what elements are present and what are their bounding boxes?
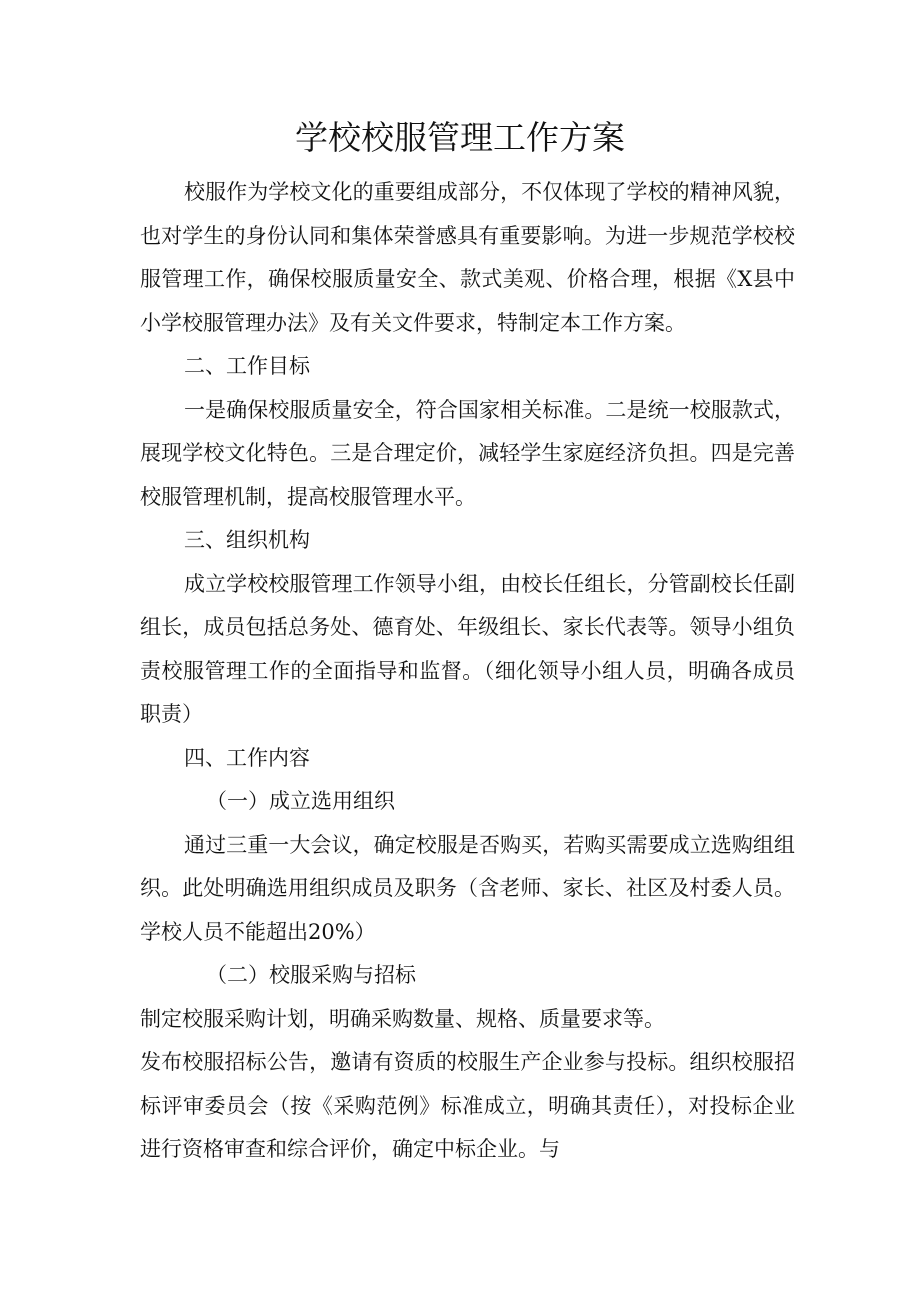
paragraph-procurement-plan: 制定校服采购计划，明确采购数量、规格、质量要求等。: [140, 1006, 665, 1031]
section-heading-organization: 三、组织机构: [184, 528, 310, 552]
paragraph-organization: 成立学校校服管理工作领导小组，由校长任组长，分管副校长任副组长，成员包括总务处、德育处、年级组长、家长代表等。领导小组负责校服管理工作的全面指导和监督。（细化领导小组人员，明确各成员职责）: [140, 571, 795, 726]
subsection-heading-procurement: （二）校服采购与招标: [206, 963, 416, 987]
paragraph-goals: 一是确保校服质量安全，符合国家相关标准。二是统一校服款式，展现学校文化特色。三是合理定价，减轻学生家庭经济负担。四是完善校服管理机制，提高校服管理水平。: [140, 397, 795, 509]
paragraph-selection: 通过三重一大会议，确定校服是否购买，若购买需要成立选购组组织。此处明确选用组织成员及职务（含老师、家长、社区及村委人员。学校人员不能超出20%）: [140, 832, 795, 944]
document-title: 学校校服管理工作方案: [295, 118, 625, 157]
paragraph-bidding: 发布校服招标公告，邀请有资质的校服生产企业参与投标。组织校服招标评审委员会（按《采购范例》标准成立，明确其责任），对投标企业进行资格审查和综合评价，确定中标企业。与: [140, 1050, 795, 1161]
paragraph-intro: 校服作为学校文化的重要组成部分，不仅体现了学校的精神风貌，也对学生的身份认同和集体荣誉感具有重要影响。为进一步规范学校校服管理工作，确保校服质量安全、款式美观、价格合理，根据《X县中小学校服管理办法》及有关文件要求，特制定本工作方案。: [140, 180, 795, 335]
section-heading-goals: 二、工作目标: [184, 354, 310, 378]
subsection-heading-selection: （一）成立选用组织: [206, 789, 395, 813]
section-heading-work-content: 四、工作内容: [184, 745, 310, 770]
document-body: [140, 171, 795, 1172]
